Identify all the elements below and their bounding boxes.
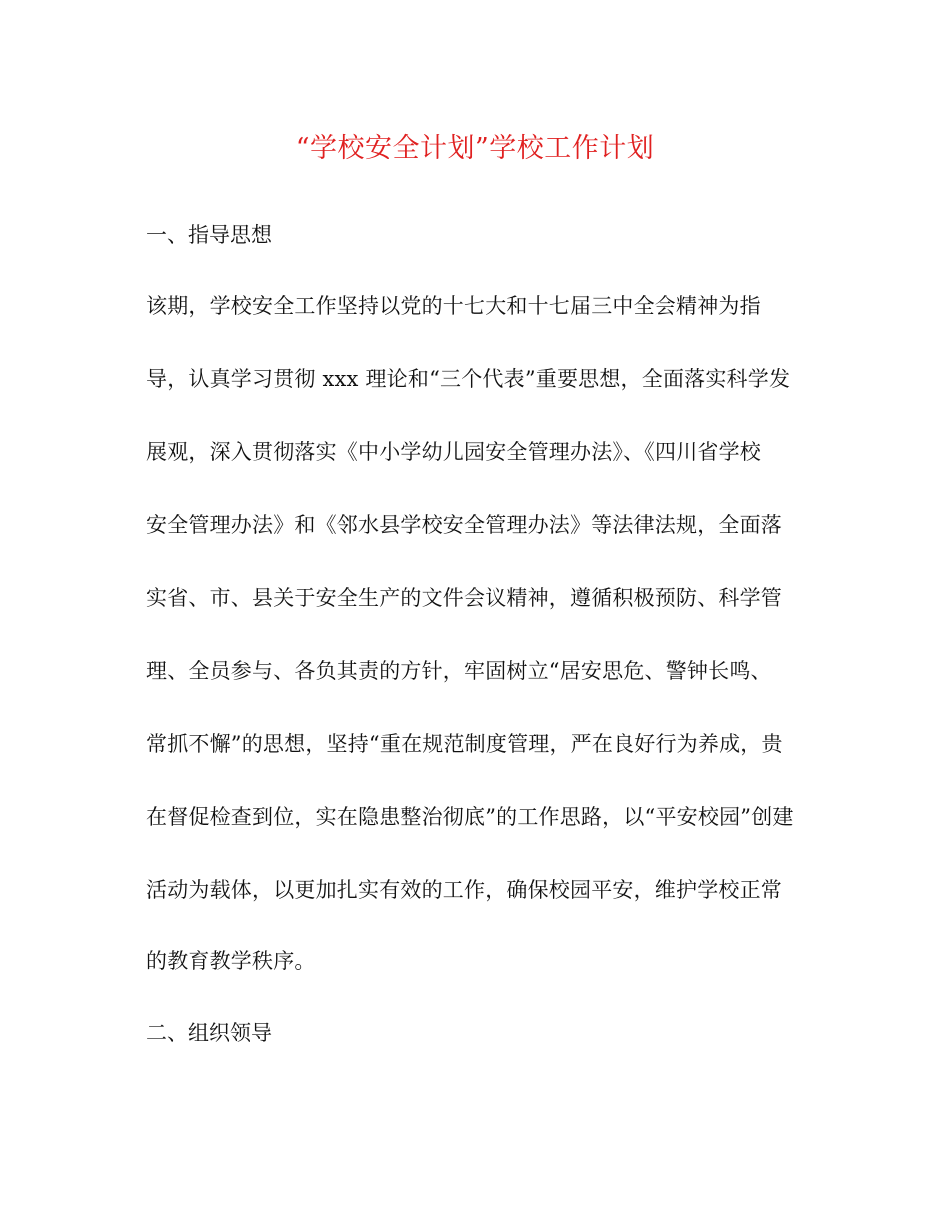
paragraph-line: 活动为载体，以更加扎实有效的工作，确保校园平安，维护学校正常 — [146, 878, 782, 902]
paragraph-line: 实省、市、县关于安全生产的文件会议精神，遵循积极预防、科学管 — [146, 586, 782, 610]
paragraph-line: 的教育教学秩序。 — [146, 949, 316, 973]
document-title: “学校安全计划”学校工作计划 — [295, 133, 655, 164]
paragraph-line: 理、全员参与、各负其责的方针，牢固树立“居安思危、警钟长鸣、 — [146, 659, 772, 683]
paragraph-line: 该期，学校安全工作坚持以党的十七大和十七届三中全会精神为指 — [146, 294, 761, 318]
section-heading-guiding-ideology: 一、指导思想 — [146, 223, 272, 247]
section-heading-organization-leadership: 二、组织领导 — [146, 1021, 272, 1045]
paragraph-line: 展观，深入贯彻落实《中小学幼儿园安全管理办法》、《四川省学校 — [146, 440, 761, 464]
paragraph-line: 在督促检查到位，实在隐患整治彻底”的工作思路，以“平安校园”创建 — [146, 805, 794, 829]
paragraph-line: 安全管理办法》和《邻水县学校安全管理办法》等法律法规，全面落 — [146, 513, 782, 537]
paragraph-line: 导，认真学习贯彻 xxx 理论和“三个代表”重要思想，全面落实科学发 — [146, 367, 791, 391]
paragraph-line: 常抓不懈”的思想，坚持“重在规范制度管理，严在良好行为养成，贵 — [146, 732, 783, 756]
